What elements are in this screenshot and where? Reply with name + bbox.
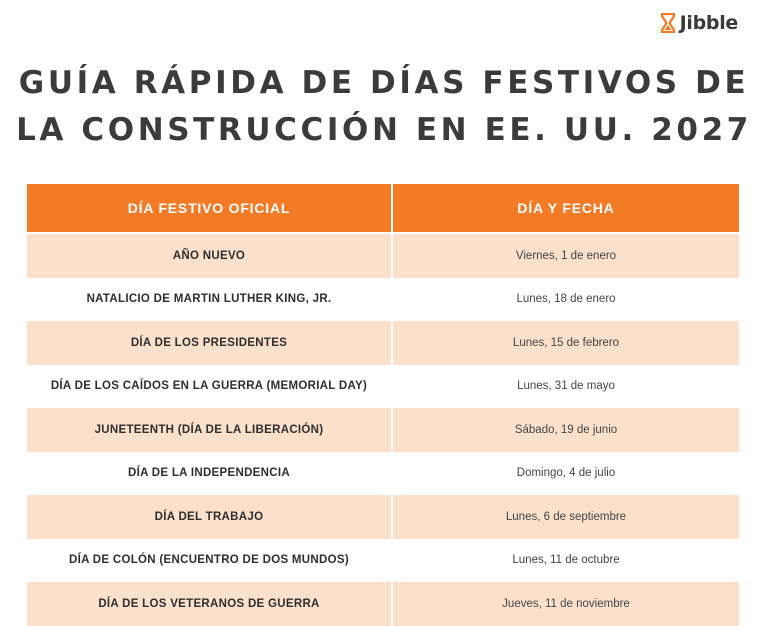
holiday-name: DÍA DEL TRABAJO [27, 495, 393, 539]
holiday-name: DÍA DE LA INDEPENDENCIA [27, 452, 393, 496]
brand-name: Jibble [679, 12, 738, 34]
holiday-name: NATALICIO DE MARTIN LUTHER KING, JR. [27, 278, 393, 322]
holiday-date: Lunes, 18 de enero [516, 293, 616, 306]
holiday-date: Sábado, 19 de junio [514, 423, 618, 436]
page-title [0, 60, 768, 154]
column-header-date: DÍA Y FECHA [517, 200, 615, 216]
holiday-name: DÍA DE LOS VETERANOS DE GUERRA [27, 582, 393, 626]
table-header-row [27, 184, 739, 232]
holiday-name: DÍA DE LOS PRESIDENTES [27, 321, 393, 365]
table-row [27, 582, 739, 626]
page-title-line-1: GUÍA RÁPIDA DE DÍAS FESTIVOS DE [18, 65, 750, 101]
holiday-date: Lunes, 6 de septiembre [505, 510, 627, 523]
jibble-logo [660, 12, 738, 34]
holiday-date: Domingo, 4 de julio [516, 467, 616, 480]
table-row [27, 539, 739, 583]
holiday-name: DÍA DE LOS CAÍDOS EN LA GUERRA (MEMORIAL DAY) [27, 365, 393, 409]
table-row [27, 452, 739, 496]
hourglass-logo-icon [660, 13, 676, 33]
holiday-name: AÑO NUEVO [27, 234, 393, 278]
table-row [27, 365, 739, 409]
holiday-date: Jueves, 11 de noviembre [502, 597, 630, 610]
table-row [27, 321, 739, 365]
holiday-name: JUNETEENTH (DÍA DE LA LIBERACIÓN) [27, 408, 393, 452]
table-row [27, 495, 739, 539]
holiday-table [27, 184, 739, 626]
table-row [27, 278, 739, 322]
column-header-holiday: DÍA FESTIVO OFICIAL [27, 184, 393, 232]
table-row [27, 232, 739, 278]
table-row [27, 408, 739, 452]
holiday-date: Lunes, 11 de octubre [512, 554, 620, 567]
page-title-line-2: LA CONSTRUCCIÓN EN EE. UU. 2027 [16, 112, 752, 148]
holiday-date: Lunes, 31 de mayo [517, 380, 615, 393]
holiday-name: DÍA DE COLÓN (ENCUENTRO DE DOS MUNDOS) [27, 539, 393, 583]
holiday-date: Lunes, 15 de febrero [512, 336, 620, 349]
holiday-date: Viernes, 1 de enero [515, 249, 617, 262]
